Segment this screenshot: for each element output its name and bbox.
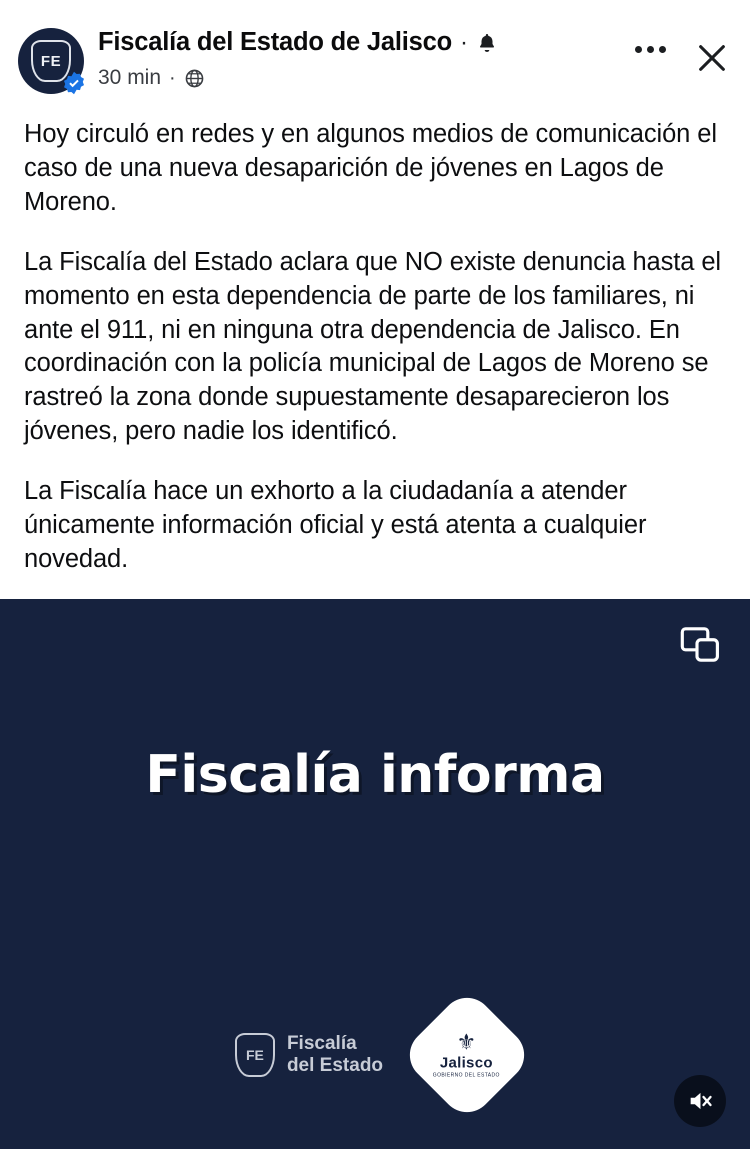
jalisco-logo-inner xyxy=(433,1029,501,1079)
post-text xyxy=(0,104,750,577)
fiscalia-logo xyxy=(235,1033,383,1077)
globe-icon[interactable] xyxy=(184,68,205,89)
kebab-dot xyxy=(635,46,642,53)
fiscalia-shield-icon: FE xyxy=(235,1033,275,1077)
post-header-actions xyxy=(629,22,734,80)
close-icon[interactable] xyxy=(690,36,734,80)
post-paragraph: Hoy circuló en redes y en algunos medios de comunicación el caso de una nueva desaparición de jóvenes en Lagos de Moreno. xyxy=(24,120,717,216)
post-timestamp[interactable]: 30 min xyxy=(98,66,162,89)
jalisco-logo-name: Jalisco xyxy=(440,1054,494,1072)
more-options-icon[interactable] xyxy=(629,36,672,63)
jalisco-logo-subtitle: GOBIERNO DEL ESTADO xyxy=(433,1072,501,1079)
verified-badge-icon xyxy=(62,71,86,95)
mute-toggle-button[interactable] xyxy=(674,1075,726,1127)
avatar[interactable] xyxy=(18,28,84,94)
close-glyph xyxy=(695,41,729,75)
media-logos xyxy=(0,1007,750,1103)
kebab-dot xyxy=(659,46,666,53)
speaker-muted-icon xyxy=(686,1087,714,1115)
fiscalia-logo-line2: del Estado xyxy=(286,1055,384,1076)
jalisco-logo xyxy=(399,987,535,1123)
jalisco-crest-icon: ⚜ xyxy=(457,1029,477,1055)
page-name[interactable]: Fiscalía del Estado de Jalisco xyxy=(98,28,452,56)
post-media-video[interactable] xyxy=(0,599,750,1149)
post-meta-row xyxy=(98,66,629,90)
post-header xyxy=(0,0,750,104)
fiscalia-logo-text xyxy=(287,1033,383,1077)
name-separator: · xyxy=(460,28,468,56)
fiscalia-shield-icon: FE xyxy=(31,40,71,82)
bell-icon[interactable] xyxy=(476,31,498,55)
fiscalia-logo-line1: Fiscalía xyxy=(286,1033,357,1055)
post-header-text xyxy=(98,22,629,90)
post-paragraph: La Fiscalía hace un exhorto a la ciudadanía a atender únicamente información oficial y está atenta a cualquier novedad. xyxy=(24,477,647,573)
kebab-dot xyxy=(647,46,654,53)
meta-separator: · xyxy=(169,67,176,89)
media-title: Fiscalía informa xyxy=(145,744,605,805)
picture-in-picture-icon[interactable] xyxy=(680,627,720,663)
post-author-row xyxy=(98,28,629,57)
post-paragraph: La Fiscalía del Estado aclara que NO existe denuncia hasta el momento en esta dependencia de parte de los familiares, ni ante el 911, ni en ninguna otra dependencia de Jalisco. En coordinación con la policía municipal de Lagos de Moreno se rastreó la zona donde supuestamente desaparecieron los jóvenes, pero nadie los identificó. xyxy=(24,247,721,446)
